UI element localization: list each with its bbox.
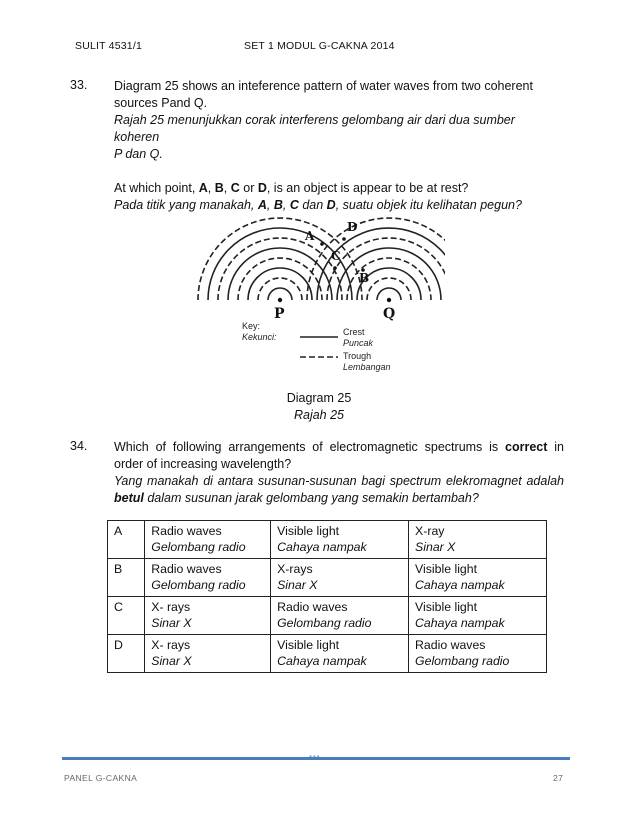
label-B: B	[359, 271, 370, 285]
point-A-dot	[320, 242, 324, 246]
footer-rule	[62, 757, 570, 760]
waves-from-Q	[307, 218, 445, 300]
label-P: P	[274, 306, 285, 322]
spectrum-ms: Cahaya nampak	[415, 578, 505, 592]
spectrum-en: Radio waves	[151, 562, 222, 576]
label-A: A	[305, 229, 315, 243]
option-cell	[271, 597, 409, 635]
spectrum-ms: Cahaya nampak	[277, 654, 367, 668]
q33-ms-line1: Rajah 25 menunjukkan corak interferens gelombang air dari dua sumber koheren	[114, 113, 515, 144]
option-cell	[145, 597, 271, 635]
spectrum-ms: Sinar X	[151, 654, 192, 668]
diagram-caption-en: Diagram 25	[286, 391, 352, 405]
q33-en-line2: sources Pand Q.	[114, 96, 208, 110]
option-letter: A	[108, 521, 145, 559]
spectrum-ms: Cahaya nampak	[277, 540, 367, 554]
spectrum-ms: Cahaya nampak	[415, 616, 505, 630]
q-wavefront-trough	[367, 278, 411, 300]
source-P-dot	[278, 298, 282, 302]
option-row-c	[108, 597, 547, 635]
spectrum-en: X-ray	[415, 524, 445, 538]
spectrum-en: X-rays	[277, 562, 313, 576]
spectrum-ms: Sinar X	[277, 578, 318, 592]
q34-number: 34.	[70, 439, 88, 453]
spectrum-ms: Gelombang radio	[151, 540, 246, 554]
spectrum-ms: Gelombang radio	[415, 654, 510, 668]
q34-block	[114, 439, 564, 507]
q34-ms-line1: Yang manakah di antara susunan-susunan bagi spectrum elekromagnet adalah	[114, 474, 564, 488]
q-wavefront-crest	[337, 248, 441, 300]
interference-diagram	[185, 202, 445, 380]
label-Q: Q	[383, 306, 396, 322]
option-letter: C	[108, 597, 145, 635]
key-en: Key:	[242, 321, 261, 331]
label-D: D	[347, 220, 358, 234]
header-left: SULIT 4531/1	[75, 40, 142, 52]
spectrum-ms: Sinar X	[415, 540, 456, 554]
trough-ms: Lembangan	[343, 362, 391, 372]
spectrum-en: Visible light	[415, 562, 478, 576]
spectrum-ms: Gelombang radio	[151, 578, 246, 592]
option-cell	[145, 559, 271, 597]
option-cell	[145, 635, 271, 673]
source-markers	[278, 237, 391, 302]
crest-ms: Puncak	[343, 338, 374, 348]
option-letter: D	[108, 635, 145, 673]
option-row-b	[108, 559, 547, 597]
q34-ms-line2: betul dalam susunan jarak gelombang yang semakin bertambah?	[114, 491, 479, 505]
spectrum-ms: Sinar X	[151, 616, 192, 630]
q34-en-line2: order of increasing wavelength?	[114, 457, 292, 471]
option-cell	[271, 559, 409, 597]
q33-ms-line2: P dan Q.	[114, 147, 163, 161]
spectrum-ms: Gelombang radio	[277, 616, 372, 630]
spectrum-en: Visible light	[415, 600, 478, 614]
p-wavefront-trough	[258, 278, 302, 300]
footer-page-number: 27	[553, 773, 564, 783]
q33-en-line1: Diagram 25 shows an inteference pattern of water waves from two coherent	[114, 79, 533, 93]
q33-ask-ms: Pada titik yang manakah, A, B, C dan D, suatu objek itu kelihatan pegun?	[114, 198, 522, 212]
point-D-dot	[342, 237, 346, 241]
option-cell	[409, 521, 547, 559]
label-C: C	[331, 249, 341, 263]
trough-en: Trough	[343, 351, 372, 361]
q33-block	[114, 78, 544, 214]
options-table	[107, 520, 547, 673]
q34-en-line1: Which of following arrangements of electromagnetic spectrums is correct in	[114, 440, 564, 454]
option-cell	[409, 635, 547, 673]
q33-number: 33.	[70, 78, 88, 92]
option-cell	[271, 635, 409, 673]
p-wavefront-crest	[228, 248, 332, 300]
spectrum-en: Radio waves	[151, 524, 222, 538]
key-ms: Kekunci:	[242, 332, 277, 342]
option-cell	[409, 559, 547, 597]
header-center: SET 1 MODUL G-CAKNA 2014	[244, 40, 395, 52]
spectrum-en: X- rays	[151, 600, 191, 614]
source-Q-dot	[387, 298, 391, 302]
footer-left: PANEL G-CAKNA	[64, 773, 138, 783]
option-row-a	[108, 521, 547, 559]
option-letter: B	[108, 559, 145, 597]
legend	[242, 321, 391, 372]
diagram-caption-ms: Rajah 25	[293, 408, 345, 422]
q33-ask-en: At which point, A, B, C or D, is an object is appear to be at rest?	[114, 181, 469, 195]
spectrum-en: X- rays	[151, 638, 191, 652]
option-cell	[145, 521, 271, 559]
spectrum-en: Visible light	[277, 524, 340, 538]
spectrum-en: Radio waves	[277, 600, 348, 614]
option-cell	[271, 521, 409, 559]
crest-en: Crest	[343, 327, 365, 337]
option-cell	[409, 597, 547, 635]
option-row-d	[108, 635, 547, 673]
spectrum-en: Visible light	[277, 638, 340, 652]
p-wavefront-crest	[248, 268, 312, 300]
spectrum-en: Radio waves	[415, 638, 486, 652]
point-C-dot	[333, 266, 337, 270]
